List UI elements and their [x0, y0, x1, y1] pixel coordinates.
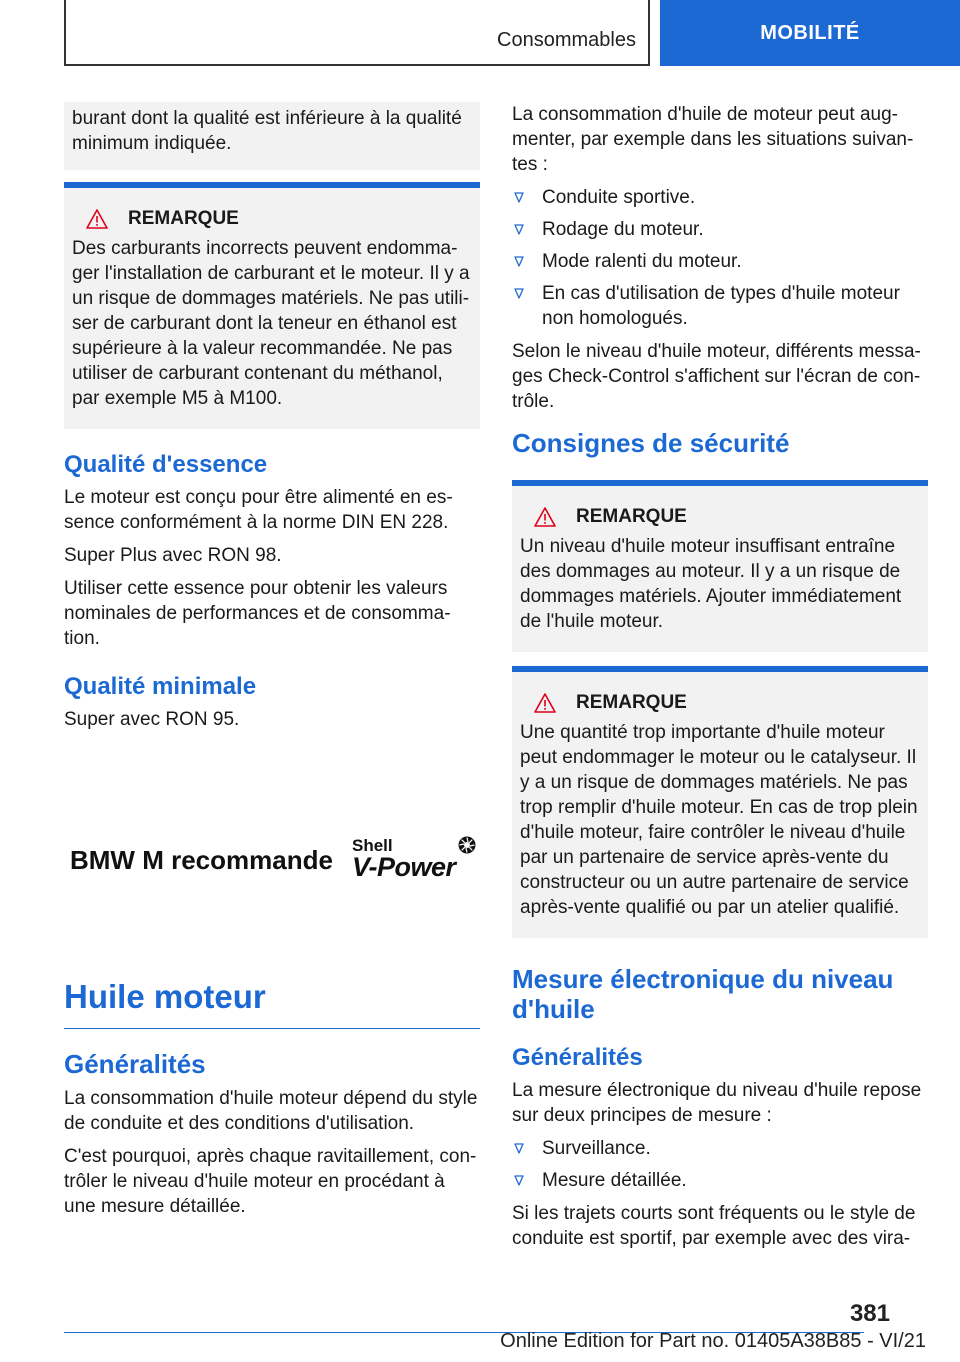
warning-icon — [534, 507, 556, 527]
note-fuel — [64, 182, 480, 429]
principles-list — [512, 1136, 928, 1193]
list-item: En cas d'utilisation de types d'huile moteur non homologués. — [512, 281, 928, 331]
promo-text: BMW M recommande — [70, 844, 333, 875]
paragraph: Selon le niveau d'huile moteur, différents messa-ges Check-Control s'affichent sur l'écran de con-trôle. — [512, 341, 921, 412]
warning-icon — [86, 209, 108, 229]
note-header — [72, 208, 472, 230]
paragraph: La mesure électronique du niveau d'huile repose sur deux principes de mesure : — [512, 1080, 922, 1126]
paragraph: C'est pourquoi, après chaque ravitaillement, con-trôler le niveau d'huile moteur en procédant à une mesure détaillée. — [64, 1146, 477, 1217]
paragraph: La consommation d'huile de moteur peut aug-menter, par exemple dans les situations suivan-tes : — [512, 104, 914, 175]
heading-generalites: Généralités — [64, 1049, 206, 1079]
paragraph: Super avec RON 95. — [64, 709, 240, 730]
note-header — [520, 506, 920, 528]
paragraph: La consommation d'huile moteur dépend du style de conduite et des conditions d'utilisation. — [64, 1088, 478, 1134]
triangle-bullet-icon — [514, 224, 524, 235]
edition-text: Online Edition for Part no. 01405A38B85 - VI/21 — [500, 1330, 926, 1352]
shell-wordmark: Shell — [352, 836, 393, 855]
heading-essence: Qualité d'essence — [64, 451, 268, 478]
shell-vpower-promo — [64, 742, 480, 978]
vpower-wordmark: V-Power — [352, 852, 456, 882]
heading-minimale: Qualité minimale — [64, 673, 257, 700]
paragraph: Super Plus avec RON 98. — [64, 545, 282, 566]
vpower-logo — [352, 836, 476, 884]
left-column — [64, 102, 480, 1227]
triangle-bullet-icon — [514, 1175, 524, 1186]
heading-consignes: Consignes de sécurité — [512, 428, 790, 458]
triangle-bullet-icon — [514, 1143, 524, 1154]
list-item: Mesure détaillée. — [512, 1168, 928, 1193]
section-title: Consommables — [497, 29, 636, 51]
chapter-heading-huile: Huile moteur — [64, 978, 480, 1029]
list-item: Surveillance. — [512, 1136, 928, 1161]
vpower-emblem-icon — [458, 836, 476, 854]
right-column — [512, 102, 928, 1259]
heading-generalites: Généralités — [512, 1044, 643, 1071]
note-header — [520, 692, 920, 714]
paragraph: Le moteur est conçu pour être alimenté en es-sence conformément à la norme DIN EN 228. — [64, 487, 453, 533]
note-title: REMARQUE — [576, 692, 687, 713]
paragraph: Utiliser cette essence pour obtenir les valeurs nominales de performances et de consomma-tion. — [64, 578, 451, 649]
list-item: Rodage du moteur. — [512, 217, 928, 242]
intro-box: burant dont la qualité est inférieure à la qualité minimum indiquée. — [64, 102, 480, 170]
note-low-oil — [512, 480, 928, 652]
list-item: Conduite sportive. — [512, 185, 928, 210]
note-text: Des carburants incorrects peuvent endomma-ger l'installation de carburant et le moteur. Il y a un risque de dommages matériels. Ne pas utili-ser de carburant dont la teneur en éthanol est supérieure à la valeur recommandée. Ne pas utiliser de carburant contenant du méthanol, par exemple M5 à M100. — [72, 238, 470, 409]
warning-icon — [534, 693, 556, 713]
heading-mesure: Mesure électronique du niveau d'huile — [512, 964, 894, 1024]
triangle-bullet-icon — [514, 288, 524, 299]
page-number: 381 — [849, 1300, 890, 1327]
chapter-tab: MOBILITÉ — [660, 0, 960, 66]
triangle-bullet-icon — [514, 192, 524, 203]
list-item: Mode ralenti du moteur. — [512, 249, 928, 274]
note-overfill — [512, 666, 928, 938]
triangle-bullet-icon — [514, 256, 524, 267]
note-text: Une quantité trop importante d'huile moteur peut endommager le moteur ou le catalyseur. Il y a un risque de dommages matériels. Ne pas trop remplir d'huile moteur. En cas de trop plein d'huile moteur, faire contrôler le niveau d'huile par un partenaire de service après-vente du constructeur ou un autre partenaire de service après-vente qualifié ou par un atelier qualifié. — [520, 722, 918, 918]
paragraph: Si les trajets courts sont fréquents ou le style de conduite est sportif, par exemple avec des vira- — [512, 1203, 916, 1249]
situations-list — [512, 185, 928, 331]
note-title: REMARQUE — [576, 506, 687, 527]
note-title: REMARQUE — [128, 208, 239, 229]
page-header — [0, 0, 960, 66]
section-tab — [64, 0, 650, 66]
note-text: Un niveau d'huile moteur insuffisant entraîne des dommages au moteur. Il y a un risque de dommages matériels. Ajouter immédiatement de l'huile moteur. — [520, 536, 902, 632]
